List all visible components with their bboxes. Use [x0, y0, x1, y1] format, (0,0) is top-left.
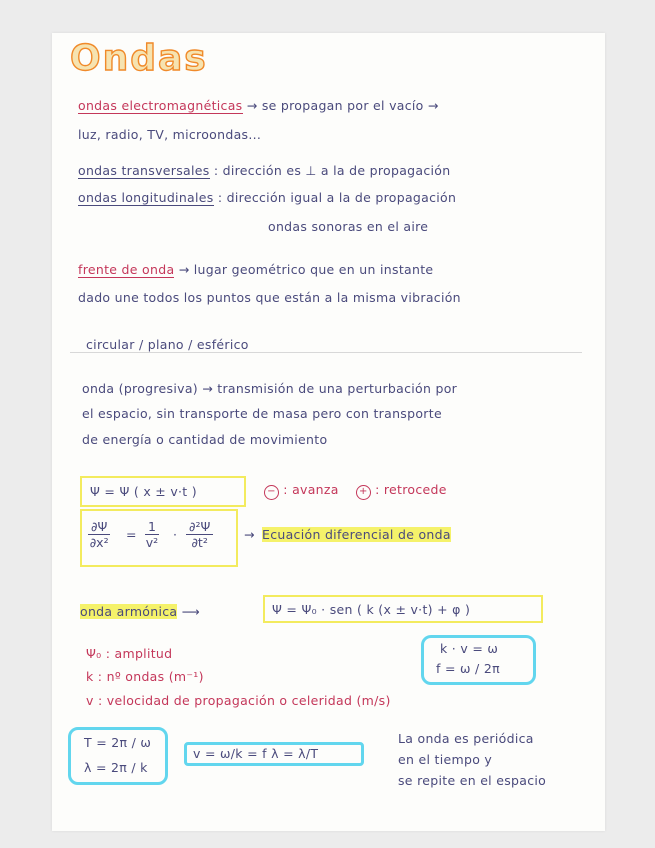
trans-rest: : dirección es ⊥ a la de propagación: [213, 163, 451, 178]
frequency-formula: f = ω / 2π: [436, 661, 500, 676]
rhs-num: ∂²Ψ: [186, 519, 213, 535]
frente-term: frente de onda: [78, 262, 175, 277]
harmonic-line: [80, 604, 200, 619]
em-rest: → se propagan por el vacío →: [246, 98, 439, 113]
trans-term: ondas transversales: [78, 163, 210, 178]
wave-equation-label: Ecuación diferencial de onda: [262, 527, 451, 542]
frente-line: [78, 262, 433, 277]
periodic-note-1: La onda es periódica: [398, 731, 534, 746]
lhs-fraction: [88, 519, 110, 550]
minus-circle: −: [264, 485, 279, 500]
legend-velocity: v : velocidad de propagación o celeridad (m/s): [86, 693, 391, 708]
coef-den: v²: [145, 535, 159, 550]
lhs-num: ∂Ψ: [88, 519, 110, 535]
prog-line-1: onda (progresiva) → transmisión de una perturbación por: [82, 381, 458, 396]
eq2-equals: =: [126, 527, 137, 542]
em-examples: luz, radio, TV, microondas...: [78, 127, 262, 142]
frente-types: circular / plano / esférico: [86, 337, 249, 352]
em-line: [78, 98, 439, 113]
page-title: Ondas: [70, 38, 208, 79]
long-term: ondas longitudinales: [78, 190, 214, 205]
eq2-label-wrap: [262, 527, 451, 542]
plus-circle: +: [356, 485, 371, 500]
kv-omega: k · v = ω: [440, 641, 499, 656]
plus-text: : retrocede: [375, 482, 447, 497]
harmonic-arrow: ⟶: [181, 604, 200, 619]
velocity-formula: v = ω/k = f λ = λ/T: [193, 746, 319, 761]
long-line: [78, 190, 456, 205]
eq2-dot: ·: [173, 527, 178, 542]
coef-fraction: [145, 519, 159, 550]
minus-text: : avanza: [283, 482, 339, 497]
legend-amplitude: Ψ₀ : amplitud: [86, 646, 173, 661]
section-divider: [70, 352, 582, 353]
trans-line: [78, 163, 450, 178]
long-rest: : dirección igual a la de propagación: [217, 190, 457, 205]
direction-legend: [264, 482, 447, 500]
prog-line-2: el espacio, sin transporte de masa pero con transporte: [82, 406, 442, 421]
wavelength-formula: λ = 2π / k: [84, 760, 148, 775]
long-example: ondas sonoras en el aire: [268, 219, 429, 234]
coef-num: 1: [145, 519, 159, 535]
frente-cont: dado une todos los puntos que están a la misma vibración: [78, 290, 461, 305]
periodic-note-2: en el tiempo y: [398, 752, 493, 767]
periodic-note-3: se repite en el espacio: [398, 773, 547, 788]
prog-line-3: de energía o cantidad de movimiento: [82, 432, 328, 447]
wave-function-formula: Ψ = Ψ ( x ± v·t ): [90, 484, 197, 499]
period-formula: T = 2π / ω: [84, 735, 152, 750]
rhs-den: ∂t²: [191, 535, 208, 550]
harmonic-formula: Ψ = Ψ₀ · sen ( k (x ± v·t) + φ ): [272, 602, 471, 617]
em-term: ondas electromagnéticas: [78, 98, 243, 113]
legend-wavenumber: k : nº ondas (m⁻¹): [86, 669, 204, 684]
rhs-fraction: [186, 519, 213, 550]
frente-rest: → lugar geométrico que en un instante: [178, 262, 434, 277]
harmonic-label: onda armónica: [80, 604, 178, 619]
lhs-den: ∂x²: [89, 535, 109, 550]
eq2-arrow: →: [244, 527, 255, 542]
